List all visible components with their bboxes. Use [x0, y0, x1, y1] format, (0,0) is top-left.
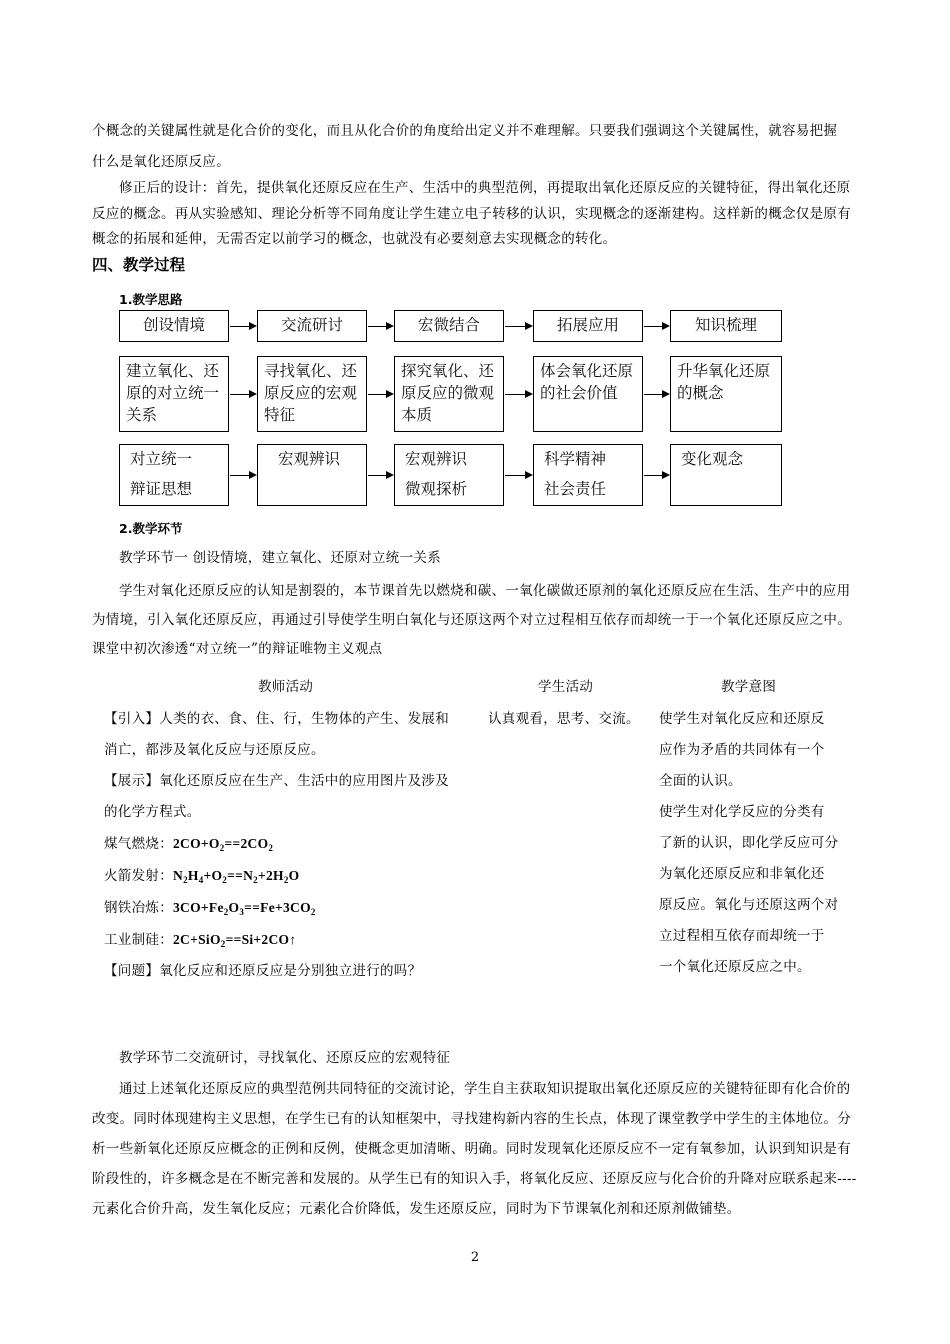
arrow-right-icon — [644, 475, 668, 476]
flow-literacy-3 — [394, 444, 504, 506]
flow-literacy-2 — [257, 444, 367, 506]
intro-text-continued: 消亡，都涉及氧化反应与还原反应。 — [104, 742, 325, 758]
header-teacher-activity: 教师活动 — [258, 679, 314, 695]
intro-paragraph-2: 修正后的设计：首先，提供氧化还原反应在生产、生活中的典型范例，再提取出氧化还原反应的关键特征，得出氧化还原反应的概念。再从实验感知、理论分析等不同角度让学生建立电子转移的认识，实现概念的逐渐建构。这样新的概念仅是原有概念的拓展和延伸，无需否定以前学习的概念，也就没有必要刻意去实现概念的转化。 — [92, 180, 851, 247]
intent-line: 原反应。氧化与还原这两个对 — [659, 897, 839, 913]
equation-iron-smelting: 钢铁冶炼：$3CO+Fe_2O_3==Fe+3CO_2$ — [104, 900, 316, 917]
arrow-right-icon — [505, 475, 531, 476]
flow-literacy-3-line-1: 宏观辨识 — [405, 450, 468, 468]
intent-line: 了新的认识，即化学反应可分 — [659, 835, 839, 851]
intent-line: 应作为矛盾的共同体有一个 — [659, 742, 825, 758]
teacher-activity-column — [104, 704, 484, 987]
equation-gas-combustion: 煤气燃烧：$2CO+O_2==2CO_2$ — [104, 836, 274, 853]
header-student-activity: 学生活动 — [538, 679, 594, 695]
flow-goal-3: 探究氧化、还原反应的微观本质 — [394, 356, 504, 432]
flow-goal-4: 体会氧化还原的社会价值 — [533, 356, 643, 432]
flow-stage-1: 创设情境 — [119, 310, 229, 342]
arrow-right-icon — [230, 394, 255, 395]
flow-literacy-4-line-1: 科学精神 — [544, 450, 607, 468]
question-text: 氧化反应和还原反应是分别独立进行的吗？ — [159, 963, 422, 979]
intent-line: 为氧化还原反应和非氧化还 — [659, 866, 825, 882]
student-activity-cell: 认真观看，思考、交流。 — [488, 711, 640, 727]
intent-line: 使学生对化学反应的分类有 — [659, 804, 825, 820]
show-text-continued: 的化学方程式。 — [104, 804, 201, 820]
flow-literacy-5 — [670, 444, 782, 506]
flow-literacy-4-line-2: 社会责任 — [544, 480, 607, 498]
equation-rocket-launch: 火箭发射：$N_2H_4+O_2==N_2+2H_2O$ — [104, 868, 300, 885]
section-title: 四、教学过程 — [92, 256, 186, 274]
arrow-right-icon — [368, 326, 392, 327]
step-1-title: 教学环节一 创设情境，建立氧化、还原对立统一关系 — [119, 550, 441, 566]
step-2-title: 教学环节二交流研讨，寻找氧化、还原反应的宏观特征 — [119, 1050, 451, 1066]
flow-goal-5: 升华氧化还原的概念 — [670, 356, 782, 432]
step-2-description: 通过上述氧化还原反应的典型范例共同特征的交流讨论，学生自主获取知识提取出氧化还原反应的关键特征即有化合价的改变。同时体现建构主义思想，在学生已有的认知框架中，寻找建构新内容的生长点，体现了课堂教学中学生的主体地位。分析一些新氧化还原反应概念的正例和反例，使概念更加清晰、明确。同时发现氧化还原反应不一定有氧参加，认识到知识是有阶段性的，许多概念是在不断完善和发展的。从学生已有的知识入手，将氧化反应、还原反应与化合价的升降对应联系起来----元素化合价升高，发生氧化反应；元素化合价降低，发生还原反应，同时为下节课氧化剂和还原剂做铺垫。 — [92, 1081, 857, 1217]
intro-text: 人类的衣、食、住、行，生物体的产生、发展和 — [159, 711, 450, 727]
tag-intro: 【引入】 — [104, 711, 160, 727]
equation-silicon-production: 工业制硅：2C+SiO$_2$==Si+2CO↑ — [104, 932, 297, 949]
flow-literacy-2-line-1: 宏观辨识 — [278, 450, 341, 468]
arrow-right-icon — [368, 394, 392, 395]
flow-stage-5: 知识梳理 — [670, 310, 782, 342]
arrow-right-icon — [230, 326, 255, 327]
flow-literacy-1-line-1: 对立统一 — [130, 450, 193, 468]
page-number: 2 — [470, 1250, 480, 1265]
flow-goal-2: 寻找氧化、还原反应的宏观特征 — [257, 356, 367, 432]
header-teaching-intent: 教学意图 — [721, 679, 777, 695]
flow-literacy-3-line-2: 微观探析 — [405, 480, 468, 498]
tag-show: 【展示】 — [104, 773, 160, 789]
intent-line: 使学生对氧化反应和还原反 — [659, 711, 825, 727]
flow-goal-1: 建立氧化、还原的对立统一关系 — [119, 356, 229, 432]
flow-stage-3: 宏微结合 — [394, 310, 504, 342]
intro-line-1: 个概念的关键属性就是化合价的变化，而且从化合价的角度给出定义并不难理解。只要我们强调这个关键属性，就容易把握 — [92, 123, 838, 139]
arrow-right-icon — [505, 394, 531, 395]
flow-literacy-1 — [119, 444, 229, 506]
teaching-intent-column — [659, 704, 864, 983]
subsection-teaching-steps: 2.教学环节 — [119, 521, 183, 536]
arrow-right-icon — [368, 475, 392, 476]
tag-question: 【问题】 — [104, 963, 160, 979]
intent-line: 全面的认识。 — [659, 773, 742, 789]
flow-literacy-4 — [533, 444, 643, 506]
step-1-description: 学生对氧化还原反应的认知是割裂的，本节课首先以燃烧和碳、一氧化碳做还原剂的氧化还原反应在生活、生产中的应用为情境，引入氧化还原反应，再通过引导使学生明白氧化与还原这两个对立过程相互依存而却统一于一个氧化还原反应之中。课堂中初次渗透“对立统一”的辩证唯物主义观点 — [92, 583, 851, 657]
arrow-right-icon — [505, 326, 531, 327]
flow-stage-4: 拓展应用 — [533, 310, 643, 342]
subsection-teaching-idea: 1.教学思路 — [119, 292, 183, 307]
flow-stage-2: 交流研讨 — [257, 310, 367, 342]
flow-literacy-5-line-1: 变化观念 — [681, 450, 744, 468]
intent-line: 一个氧化还原反应之中。 — [659, 959, 811, 975]
arrow-right-icon — [644, 326, 668, 327]
show-text: 氧化还原反应在生产、生活中的应用图片及涉及 — [159, 773, 450, 789]
arrow-right-icon — [644, 394, 668, 395]
intro-line-2: 什么是氧化还原反应。 — [92, 154, 230, 170]
arrow-right-icon — [230, 475, 255, 476]
intent-line: 立过程相互依存而却统一于 — [659, 928, 825, 944]
flow-literacy-1-line-2: 辩证思想 — [130, 480, 193, 498]
